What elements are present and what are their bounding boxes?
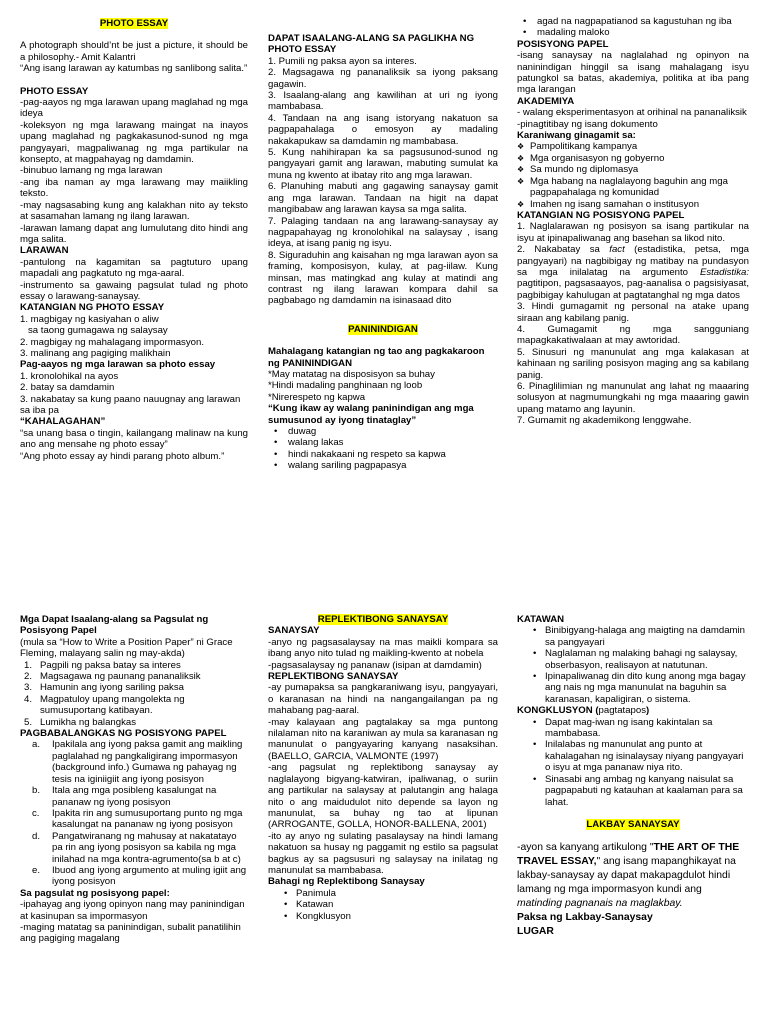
- heading-replektibong-sanaysay: REPLEKTIBONG SANAYSAY: [268, 671, 399, 683]
- dapat-item: 5. Kung nahihirapan ka sa pagsusunod-sunod ng pangyayari gamit ang larawan, mabuting sumulat ka muna ng kwento at ibatay rito ang mga larawan.: [268, 147, 498, 181]
- photo-essay-def: -pag-aayos ng mga larawan upang maglahad ng mga ideya: [20, 97, 248, 120]
- heading-katangian-posisyong-papel: KATANGIAN NG POSISYONG PAPEL: [517, 209, 685, 221]
- star-item: *Hindi madaling panghinaan ng loob: [268, 380, 423, 392]
- akademiya-item: -pinagtitibay ng isang dokumento: [517, 118, 658, 130]
- list-item: 2. Magsagawa ng paunang pananaliksik: [24, 671, 201, 683]
- replektibo-def: -may kalayaan ang pagtalakay sa mga puntong nilalaman nito na karaniwan ay mula sa karanasan ng manunulat o pangyayaring kanyang nasaksihan. (BAELLO, GARCIA, VALMONTE (1997): [268, 716, 498, 762]
- heading-kongklusyon: KONGKLUSYON (pagtatapos): [517, 705, 650, 717]
- list-item: ❖ Sa mundo ng diplomasya: [517, 164, 749, 175]
- katangian-item: 5. Sinusuri ng manunulat ang mga kalakasan at kahinaan ng sariling posisyon maging ang sa kabilang panig.: [517, 346, 749, 381]
- list-item: • Dapat mag-iwan ng isang kakintalan sa mambabasa.: [517, 717, 749, 740]
- heading-photo-essay: PHOTO ESSAY: [20, 85, 89, 97]
- larawan-def: -instrumento sa gawaing pagsulat tulad ng photo essay o larawang-sanaysay.: [20, 279, 248, 302]
- column-2-top: [268, 33, 498, 472]
- posisyong-papel-def: -isang sanaysay na naglalahad ng opinyon na naninindigan hinggil sa isang mahalagang isyu patungkol sa batas, akademiya, politika at iba pang mga larangan: [517, 50, 749, 96]
- katawan-list: [517, 625, 749, 705]
- photo-essay-def: -larawan lamang dapat ang lumulutang dito hindi ang mga salita.: [20, 222, 248, 245]
- katangian-item: 6. Pinaglilimian ng manunulat ang lahat ng maaaring solusyon at nagmumungkahi ng mga maaaring gawin upang matamo ang layunin.: [517, 381, 749, 415]
- list-item: • Panimula: [268, 888, 498, 899]
- photo-essay-title: PHOTO ESSAY: [99, 18, 169, 29]
- walang-paninindigan-list: [268, 426, 498, 472]
- list-item: • duwag: [268, 426, 498, 437]
- list-item: ❖ Pampolitikang kampanya: [517, 141, 749, 152]
- list-item: • Binibigyang-halaga ang maigting na damdamin sa pangyayari: [517, 625, 749, 648]
- heading-kahalagahan: “KAHALAGAHAN”: [20, 416, 106, 428]
- replektibo-def: -ito ay anyo ng sulating pasalaysay na hindi lamang nakatuon sa husay ng paggamit ng estilo sa pagsulat bagkus ay sa pagsusuri ng salaysay na inilatag ng manunulat sa mambabasa.: [268, 830, 498, 876]
- heading-katawan: KATAWAN: [517, 614, 565, 625]
- list-item: 1. Pagpili ng paksa batay sa interes: [24, 659, 181, 671]
- pagsulat-item: -ipahayag ang iyong opinyon nang may paninindigan at kasinupan sa impormasyon: [20, 899, 245, 922]
- heading-dapat-isaalang-alang: DAPAT ISAALANG-ALANG SA PAGLIKHA NG PHOTO ESSAY: [268, 33, 475, 56]
- list-item: • Kongklusyon: [268, 911, 498, 922]
- column-3-top: [517, 16, 749, 427]
- heading-lugar: LUGAR: [517, 926, 554, 938]
- katangian-item: 7. Gumamit ng akademikong lenggwahe.: [517, 415, 692, 427]
- dapat-item: 2. Magsagawa ng pananaliksik sa iyong paksang gagawin.: [268, 67, 498, 90]
- dapat-item: 8. Siguraduhin ang kaisahan ng mga larawan ayon sa framing, komposisyon, kulay, at pag-iilaw. Kung minsan, mas matingkad ang kulay at matindi ang contrast ng ilang larawan kompara dahil sa pagbabago ng damdamin na isinasaad dito: [268, 249, 498, 307]
- list-item: 3. Hamunin ang iyong sariling paksa: [24, 682, 184, 694]
- heading-larawan: LARAWAN: [20, 245, 69, 257]
- heading-posisyong-papel: POSISYONG PAPEL: [517, 38, 609, 50]
- kahalagahan-quote: “Ang photo essay ay hindi parang photo album.”: [20, 450, 225, 462]
- photo-essay-def: -ang iba naman ay mga larawang may maiikling teksto.: [20, 176, 248, 200]
- list-item: • walang sariling pagpapasya: [268, 460, 498, 471]
- continued-bullet-list: [517, 16, 749, 39]
- pagaayos-item: 2. batay sa damdamin: [20, 382, 115, 394]
- katangian-item: 1. magbigay ng kasiyahan o aliw: [20, 313, 159, 325]
- quote-sanlibong-salita: “Ang isang larawan ay katumbas ng sanlibong salita.”: [20, 63, 248, 75]
- list-item: • Naglalaman ng malaking bahagi ng salaysay, obserbasyon, realisayon at natutunan.: [517, 648, 749, 671]
- list-item: • walang lakas: [268, 437, 498, 448]
- larawan-def: -pantulong na kagamitan sa pagtuturo upang mapadali ang pagkatuto ng mga-aaral.: [20, 256, 248, 280]
- list-item: d. Pangatwiranang ng mahusay at nakatatayo pa rin ang iyong posisyon sa kabila ng mga inilahad na mga kontra-agrumento(sa b at c): [32, 830, 241, 865]
- dapat-item: 3. Isaalang-alang ang kawilihan at uri ng iyong mambabasa.: [268, 90, 498, 113]
- pagaayos-item: 3. nakabatay sa kung paano nauugnay ang larawan sa iba pa: [20, 393, 241, 416]
- photo-essay-def: -may nagsasabing kung ang kalakhan nito ay teksto at sasamahan lamang ng ilang larawan.: [20, 199, 248, 223]
- list-item: • Ipinapaliwanag din dito kung anong mga bagay ang nais ng mga manunulat na baguhin sa karanasan, kapaligiran, o sistema.: [517, 671, 749, 705]
- heading-pagbabalangkas: PAGBABALANGKAS NG POSISYONG PAPEL: [20, 728, 227, 740]
- pagaayos-item: 1. kronolohikal na ayos: [20, 370, 119, 382]
- heading-karaniwang-ginagamit: Karaniwang ginagamit sa:: [517, 130, 636, 142]
- bahagi-list: [268, 888, 498, 922]
- replektibo-def: -ay pumapaksa sa pangkaraniwang isyu, pangyayari, o karanasan na hindi na nangangailangan pa ng mahabang pag-aaral.: [268, 682, 498, 717]
- katangian-item: 3. Hindi gumagamit ng personal na atake upang siraan ang kabilang panig.: [517, 301, 749, 324]
- katangian-item: sa taong gumagawa ng salaysay: [28, 325, 168, 337]
- paninindigan-title: PANININDIGAN: [348, 323, 418, 335]
- star-item: *May matatag na disposisyon sa buhay: [268, 368, 435, 380]
- heading-walang-paninindigan: “Kung ikaw ay walang paninindigan ang mga sumusunod ay iyong tinataglay”: [268, 403, 474, 426]
- dapat-item: 1. Pumili ng paksa ayon sa interes.: [268, 55, 417, 67]
- list-item: • Sinasabi ang ambag ng kanyang naisulat sa pagpapabuti ng katauhan at kaalaman para sa lahat.: [517, 774, 749, 808]
- heading-paksa-lakbay: Paksa ng Lakbay-Sanaysay: [517, 912, 653, 924]
- list-item: a. Ipakilala ang iyong paksa gamit ang maikling paglalahad ng pangkaligirang impormasyon (background info.) Gumawa ng pahayag ng tesis na iginiigiit ang iyong posisyon: [32, 739, 243, 785]
- list-item: 4. Magpatuloy upang mangolekta ng sumusuportang katibayan.: [24, 693, 185, 717]
- dapat-item: 6. Planuhing mabuti ang gagawing sanaysay gamit ang mga larawan. Tandaan na higit na dapat mangibabaw ang larawan kaysa sa mga salita.: [268, 181, 498, 216]
- replektibo-def: -ang pagsulat ng replektibong sanaysay ay naglalayong bigyang-katwiran, ipaliwanag, o suriin ang partikular na salaysay at palutangin ang halaga nito o ang maidudulot nito depende sa layon ng manunulat, sa buhay ng tao at lipunan (ARROGANTE, GOLLA, HONOR-BALLENA, 2001): [268, 762, 498, 831]
- katangian-item: 4. Gumagamit ng mga sangguniang mapagkakatiwalaan at may awtoridad.: [517, 323, 749, 347]
- dapat-item: 4. Tandaan na ang isang istoryang nakatuon sa pagpapahalaga o emosyon ay madaling nakakapukaw sa damdamin ng mambabasa.: [268, 112, 498, 147]
- quote-kalantri: A photograph should’nt be just a picture, it should be a philosophy.- Amit Kalantri: [20, 40, 248, 63]
- lakbay-sanaysay-title: LAKBAY SANAYSAY: [586, 818, 680, 830]
- katangian-item: 2. Nakabatay sa fact (estadistika, petsa, mga pangyayari) na nagbibigay ng matibay na pundasyon sa mga inilalatag na argumento Estadistika: pagtitipon, pagsasaayos, pag-aanalisa o pagsisiyasat, pagbibigay kahulugan at pagtatanghal ng mga datos: [517, 244, 750, 301]
- list-item: ❖ Mga organisasyon ng gobyerno: [517, 153, 749, 164]
- list-item: • madaling maloko: [517, 27, 749, 38]
- kahalagahan-quote: “sa unang basa o tingin, kailangang malinaw na kung ano ang mensahe ng photo essay”: [20, 427, 248, 451]
- heading-akademiya: AKADEMIYA: [517, 95, 575, 107]
- heading-pagaayos: Pag-aayos ng mga larawan sa photo essay: [20, 359, 216, 371]
- outline-list: [20, 739, 248, 887]
- replektibong-sanaysay-title: REPLEKTIBONG SANAYSAY: [317, 614, 449, 625]
- source-note: (mula sa “How to Write a Position Paper” ni Grace Fleming, malayang salin ng may-akda): [20, 636, 233, 660]
- sanaysay-def: -pagsasalaysay ng pananaw (isipan at damdamin): [268, 659, 482, 671]
- heading-sa-pagsulat: Sa pagsulat ng posisyong papel:: [20, 887, 170, 899]
- katangian-item: 2. magbigay ng mahalagang impormasyon.: [20, 336, 204, 348]
- heading-katangian-photo-essay: KATANGIAN NG PHOTO ESSAY: [20, 302, 165, 314]
- photo-essay-def: -koleksyon ng mga larawang maingat na inayos upang maglahad ng pagkakasunod-sunod ng mga pangyayari, magpaliwanag ng mga partikular na konsepto, at magpahayag ng damdamin.: [20, 119, 248, 166]
- list-item: • agad na nagpapatianod sa kagustuhan ng iba: [517, 16, 749, 27]
- column-2-bottom: [268, 614, 498, 922]
- sanaysay-def: -anyo ng pagsasalaysay na mas maikli kompara sa ibang anyo nito tulad ng maikling-kwento at nobela: [268, 636, 498, 660]
- list-item: 5. Lumikha ng balangkas: [24, 716, 137, 728]
- star-item: *Nirerespeto ng kapwa: [268, 391, 366, 403]
- list-item: b. Itala ang mga posibleng kasalungat na pananaw ng iyong posisyon: [32, 785, 217, 808]
- photo-essay-def: -binubuo lamang ng mga larawan: [20, 165, 163, 177]
- pagsulat-item: -maging matatag sa paninindigan, subalit panatilihin ang pagiging magalang: [20, 921, 241, 945]
- akademiya-item: - walang eksperimentasyon at orihinal na pananaliksik: [517, 107, 747, 119]
- list-item: ❖ Imahen ng isang samahan o institusyon: [517, 199, 749, 210]
- list-item: • hindi nakakaani ng respeto sa kapwa: [268, 449, 498, 460]
- list-item: e. Ibuod ang iyong argumento at muling igiit ang iyong posisyon: [32, 864, 247, 888]
- steps-list: [20, 660, 248, 728]
- heading-bahagi: Bahagi ng Replektibong Sanaysay: [268, 876, 425, 888]
- heading-mahalagang-katangian: Mahalagang katangian ng tao ang pagkakaroon ng PANININDIGAN: [268, 346, 485, 369]
- katangian-item: 3. malinang ang pagiging malikhain: [20, 347, 171, 359]
- kongklusyon-list: [517, 717, 749, 808]
- list-item: • Inilalabas ng manunulat ang punto at kahalagahan ng isinalaysay niyang pangyayari o isyu at mga pananaw niya rito.: [517, 739, 749, 773]
- column-3-bottom: [517, 614, 749, 939]
- karaniwang-list: [517, 141, 749, 209]
- column-1-top: [20, 18, 248, 462]
- heading-sanaysay: SANAYSAY: [268, 625, 320, 637]
- lakbay-def: -ayon sa kanyang artikulong "THE ART OF THE TRAVEL ESSAY," ang isang mapanghikayat na lakbay-sanaysay ay dapat makapagdulot hindi lamang ng mga impormasyon kundi ang matinding pagnanais na maglakbay.: [517, 842, 740, 910]
- list-item: c. Ipakita rin ang sumusuportang punto ng mga kasalungat na pananaw ng iyong posisyon: [32, 807, 243, 831]
- katangian-item: 1. Naglalarawan ng posisyon sa isang partikular na isyu at ipinapaliwanag ang basehan sa likod nito.: [517, 221, 749, 244]
- list-item: • Katawan: [268, 899, 498, 910]
- list-item: ❖ Mga habang na naglalayong baguhin ang mga pagpapahalaga ng komunidad: [517, 176, 749, 199]
- column-1-bottom: [20, 614, 248, 945]
- heading-mga-dapat-isaalang-alang: Mga Dapat Isaalang-alang sa Pagsulat ng Posisyong Papel: [20, 614, 209, 637]
- dapat-item: 7. Palaging tandaan na ang larawang-sanaysay ay nagpapahayag ng kronolohikal na salaysay , isang ideya, at isang panig ng isyu.: [268, 215, 498, 250]
